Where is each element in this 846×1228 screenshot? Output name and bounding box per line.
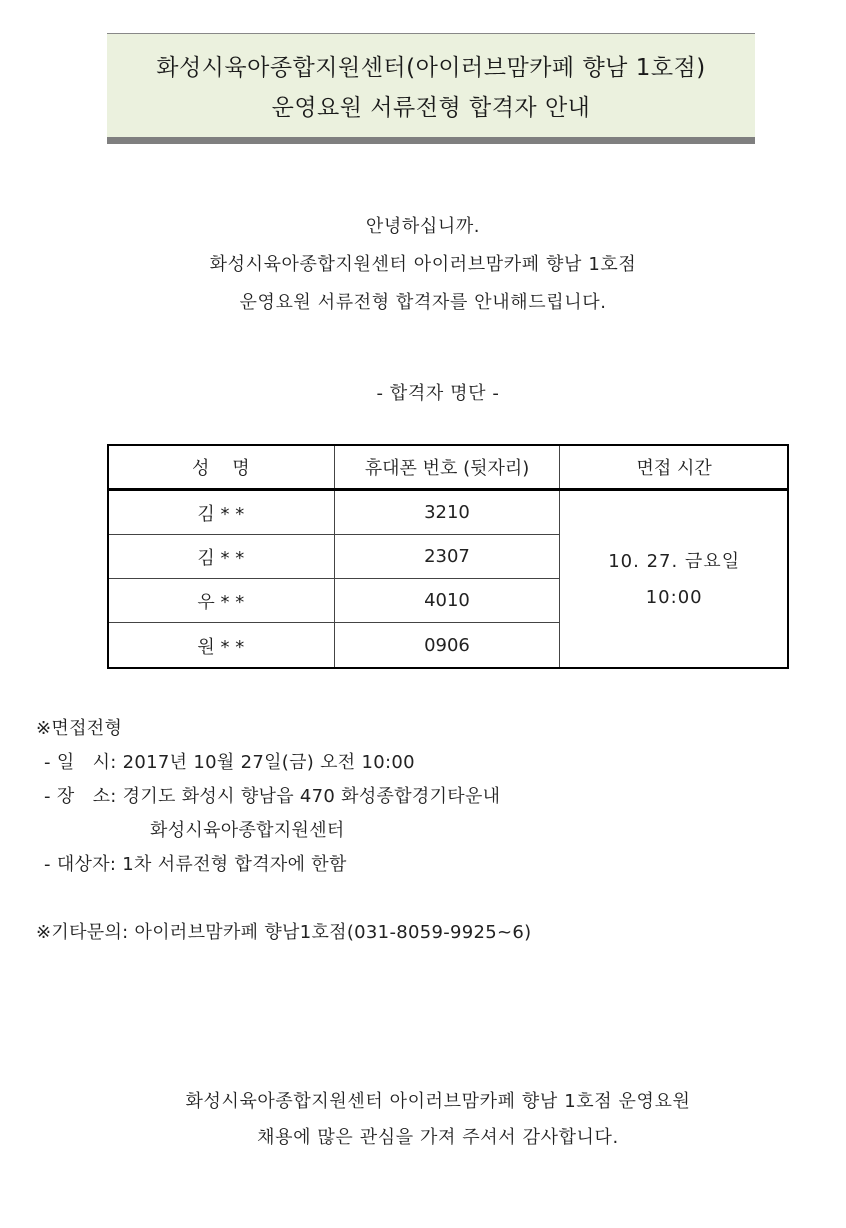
interview-place-line: - 장 소: 경기도 화성시 향남읍 470 화성종합경기타운내 [44,786,501,807]
closing-line-1: 화성시육아종합지원센터 아이러브맘카페 향남 1호점 운영요원 [185,1091,691,1112]
interview-place-line-2: 화성시육아종합지원센터 [150,820,345,841]
closing-line-2: 채용에 많은 관심을 가져 주셔서 감사합니다. [257,1127,619,1148]
greeting-line-2: 화성시육아종합지원센터 아이러브맘카페 향남 1호점 [209,254,637,275]
table-header-row [108,445,789,490]
title-box [107,33,755,137]
cell-phone: 3210 [334,490,560,535]
title-underline-bar [107,137,755,144]
cell-interview-time [560,490,789,669]
closing-message [0,1084,846,1156]
contact-info: ※기타문의: 아이러브맘카페 향남1호점(031-8059-9925~6) [36,922,532,943]
cell-name: 원 * * [108,623,335,669]
greeting-line-1: 안녕하십니까. [365,216,481,237]
interview-time: 10:00 [645,586,703,608]
interview-info [36,712,816,882]
cell-phone: 0906 [334,623,560,669]
cell-name: 우 * * [108,579,335,623]
interview-date: 10. 27. 금요일 [608,550,741,572]
title-line-1: 화성시육아종합지원센터(아이러브맘카페 향남 1호점) [156,55,706,81]
interview-info-heading: ※면접전형 [36,718,123,739]
title-line-2: 운영요원 서류전형 합격자 안내 [271,95,591,121]
greeting [0,208,846,322]
list-heading: - 합격자 명단 - [376,383,500,404]
header-interview: 면접 시간 [560,445,789,490]
table-row [108,490,789,535]
interview-target-line: - 대상자: 1차 서류전형 합격자에 한함 [44,854,347,875]
cell-name: 김 * * [108,535,335,579]
interview-date-line: - 일 시: 2017년 10월 27일(금) 오전 10:00 [44,752,415,773]
roster-table [107,444,789,669]
greeting-line-3: 운영요원 서류전형 합격자를 안내해드립니다. [239,292,607,313]
cell-name: 김 * * [108,490,335,535]
cell-phone: 4010 [334,579,560,623]
header-phone: 휴대폰 번호 (뒷자리) [334,445,560,490]
cell-phone: 2307 [334,535,560,579]
header-name: 성 명 [108,445,335,490]
